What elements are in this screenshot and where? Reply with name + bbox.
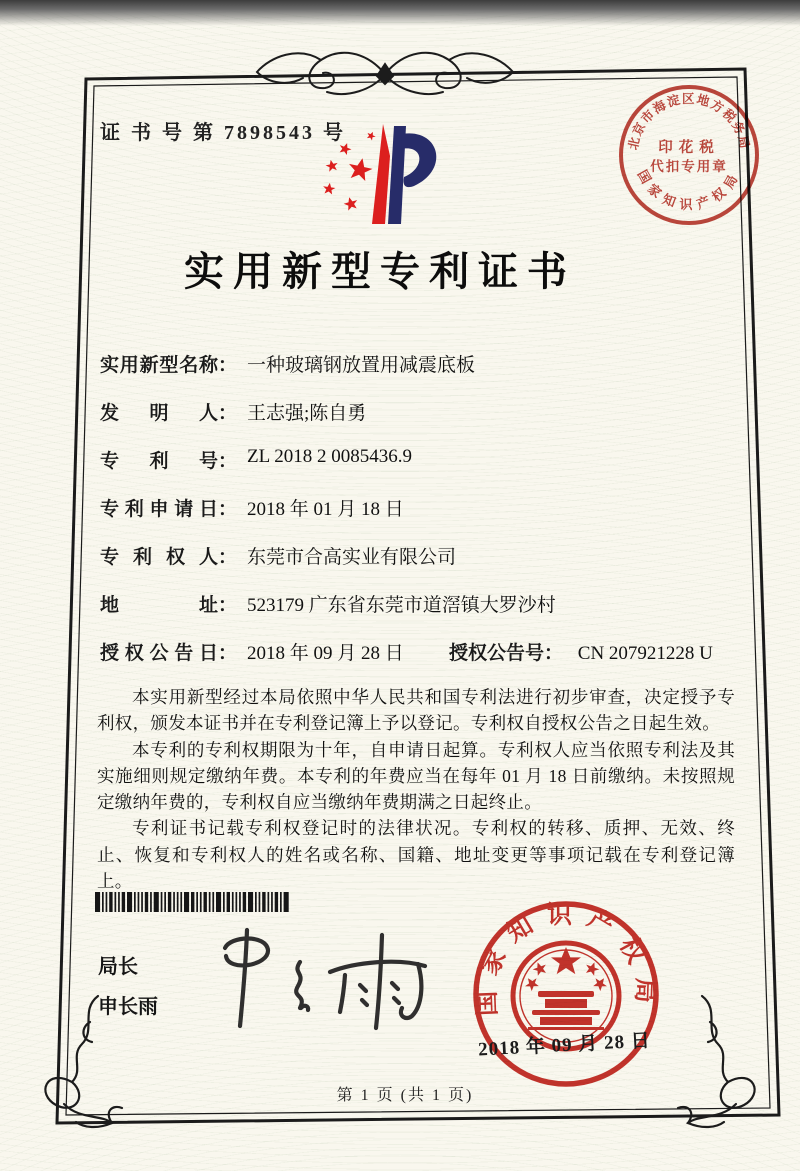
certificate-fields: [100, 350, 713, 686]
field-row-name: 实用新型名称 ： 一种玻璃钢放置用减震底板: [100, 350, 700, 398]
field-label: 专利权人: [100, 547, 218, 568]
field-label: 授权公告日: [100, 643, 218, 664]
field-value-address: 523179 广东省东莞市道滘镇大罗沙村: [247, 595, 556, 616]
field-label: 授权公告号: [449, 643, 545, 664]
field-row-grant-date: 授权公告日 ： 2018 年 09 月 28 日 授权公告号： CN 207921228 U: [100, 638, 700, 686]
certificate-title: 实用新型专利证书: [184, 249, 576, 294]
cnipa-patent-logo: [316, 118, 456, 230]
legal-paragraph-3: 专利证书记载专利权登记时的法律状况。专利权的转移、质押、无效、终止、恢复和专利权人的姓名或名称、国籍、地址变更等事项记载在专利登记簿上。: [97, 818, 735, 892]
field-row-address: 地址 ： 523179 广东省东莞市道滘镇大罗沙村: [100, 590, 700, 638]
tax-seal-center-line2: 代扣专用章: [650, 159, 728, 174]
field-row-inventor: 发明人 ： 王志强;陈自勇: [100, 398, 700, 446]
seal-date: 2018 年 09 月 28 日: [477, 1030, 652, 1061]
field-row-filing-date: 专利申请日 ： 2018 年 01 月 18 日: [100, 494, 700, 542]
field-value-utility-model-name: 一种玻璃钢放置用减震底板: [247, 355, 476, 376]
legal-text-block: [97, 684, 735, 894]
svg-text:国家知识产权局: [635, 167, 744, 212]
commissioner-title: 局长: [98, 956, 138, 978]
seal-ring-text: 国家知识产权局: [473, 902, 659, 1017]
field-label: 专利申请日: [100, 499, 218, 520]
bottom-right-flourish-ornament: [678, 996, 755, 1127]
barcode: [95, 892, 315, 912]
field-label: 地址: [100, 595, 218, 616]
tax-seal-ring-bottom-text: 国家知识产权局: [634, 167, 744, 213]
field-row-patentee: 专利权人 ： 东莞市合高实业有限公司: [100, 542, 700, 590]
legal-paragraph-1: 本实用新型经过本局依照中华人民共和国专利法进行初步审查，决定授予专利权，颁发本证书并在专利登记簿上予以登记。专利权自授权公告之日起生效。: [97, 687, 735, 734]
field-value-patent-number: ZL 2018 2 0085436.9: [247, 446, 413, 467]
tax-seal-center-line1: 印花税: [658, 140, 720, 156]
field-value-patentee: 东莞市合高实业有限公司: [247, 547, 457, 568]
tax-seal-ring-top-text: 北京市海淀区地方税务局: [625, 91, 753, 152]
page-number-footer: 第 1 页 (共 1 页): [336, 1087, 474, 1104]
field-grant-publication-no: 授权公告号： CN 207921228 U: [449, 638, 713, 665]
field-value-inventors: 王志强;陈自勇: [247, 403, 367, 424]
cnipa-official-seal: [468, 896, 664, 1092]
stamp-tax-seal: [614, 80, 764, 230]
field-label: 专利号: [100, 451, 218, 472]
certificate-number: 证 书 号 第 7898543 号: [100, 122, 346, 144]
commissioner-handwritten-signature: [200, 915, 450, 1040]
field-label: 实用新型名称: [100, 355, 218, 376]
field-value-grant-publication-no: CN 207921228 U: [577, 643, 713, 664]
field-row-patent-no: 专利号 ： ZL 2018 2 0085436.9: [100, 446, 413, 472]
field-value-grant-date: 2018 年 09 月 28 日: [247, 643, 404, 664]
legal-paragraph-2: 本专利的专利权期限为十年，自申请日起算。专利权人应当依照专利法及其实施细则规定缴纳年费。本专利的年费应当在每年 01 月 18 日前缴纳。未按照规定缴纳年费的，专利权自应当缴纳年费期满之日起终止。: [97, 739, 735, 813]
commissioner-name: 申长雨: [98, 996, 158, 1018]
field-label: 发明人: [100, 403, 218, 424]
field-value-filing-date: 2018 年 01 月 18 日: [247, 499, 404, 520]
